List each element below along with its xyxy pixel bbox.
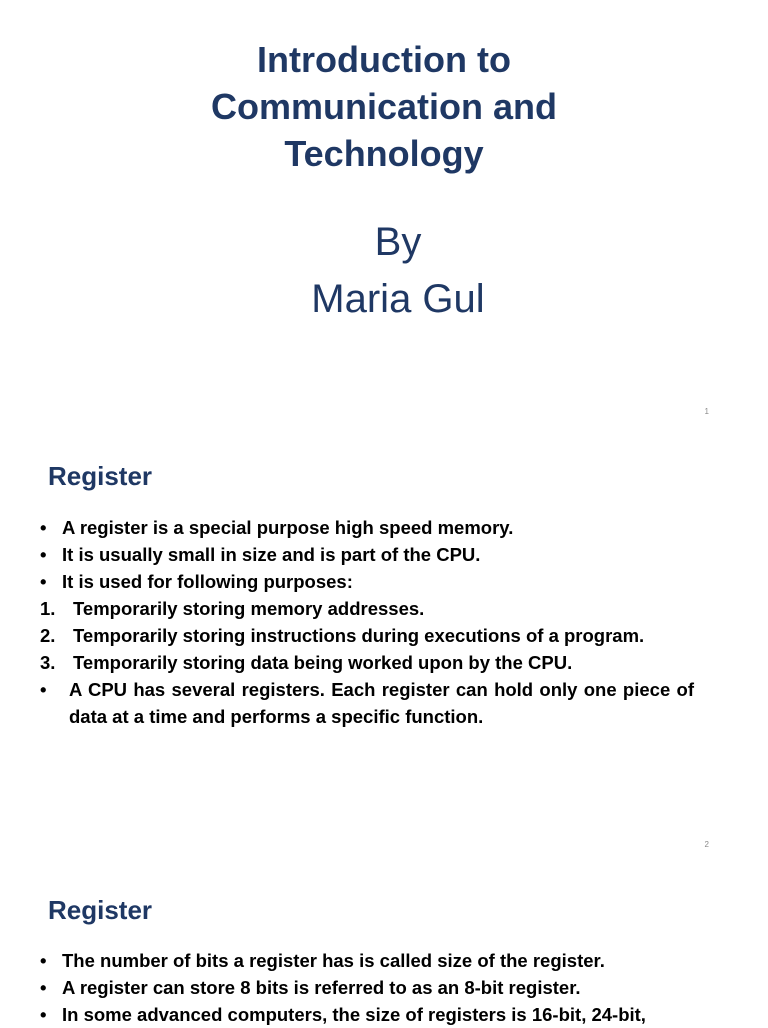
page-number: 1 (704, 407, 709, 416)
list-item (40, 514, 694, 541)
bullet-marker: • (40, 517, 47, 538)
list-item (40, 947, 694, 974)
list-item-text: Temporarily storing instructions during executions of a program. (73, 625, 645, 646)
bullet-marker: • (40, 544, 47, 565)
title-line-3: Technology (284, 133, 484, 174)
bullet-list (40, 514, 694, 730)
slide-2 (0, 433, 768, 866)
list-item (40, 568, 694, 595)
author-name: Maria Gul (311, 277, 485, 321)
list-item-text: It is usually small in size and is part of the CPU. (62, 544, 481, 565)
number-marker: 2. (40, 625, 56, 646)
slide-heading: Register (48, 461, 153, 491)
slide-1 (0, 0, 768, 433)
list-item-text: A CPU has several registers. Each register can hold only one piece of data at a time and performs a specific function. (69, 679, 694, 727)
bullet-marker: • (40, 950, 47, 971)
list-item (40, 622, 694, 649)
bullet-marker: • (40, 679, 47, 700)
list-item-text: Temporarily storing data being worked upon by the CPU. (73, 652, 573, 673)
list-item (40, 974, 694, 1001)
list-item (40, 595, 694, 622)
page-number: 2 (704, 840, 709, 849)
list-item (40, 676, 694, 730)
list-item-text: A register is a special purpose high speed memory. (62, 517, 514, 538)
bullet-marker: • (40, 1004, 47, 1025)
list-item-text: Temporarily storing memory addresses. (73, 598, 425, 619)
title-line-1: Introduction to (257, 39, 511, 80)
bullet-marker: • (40, 571, 47, 592)
bullet-list (40, 947, 694, 1028)
slide-heading: Register (48, 895, 153, 925)
by-label: By (374, 220, 422, 264)
number-marker: 1. (40, 598, 56, 619)
presentation-title (0, 36, 768, 177)
title-line-2: Communication and (210, 86, 557, 127)
list-item-text: It is used for following purposes: (62, 571, 353, 592)
bullet-marker: • (40, 977, 47, 998)
list-item (40, 649, 694, 676)
list-item (40, 541, 694, 568)
list-item-text: The number of bits a register has is called size of the register. (62, 950, 605, 971)
slide-3 (0, 866, 768, 1024)
number-marker: 3. (40, 652, 56, 673)
author-block (0, 214, 768, 328)
list-item-text: A register can store 8 bits is referred to as an 8-bit register. (62, 977, 581, 998)
list-item-text: In some advanced computers, the size of registers is 16-bit, 24-bit, (62, 1004, 646, 1025)
